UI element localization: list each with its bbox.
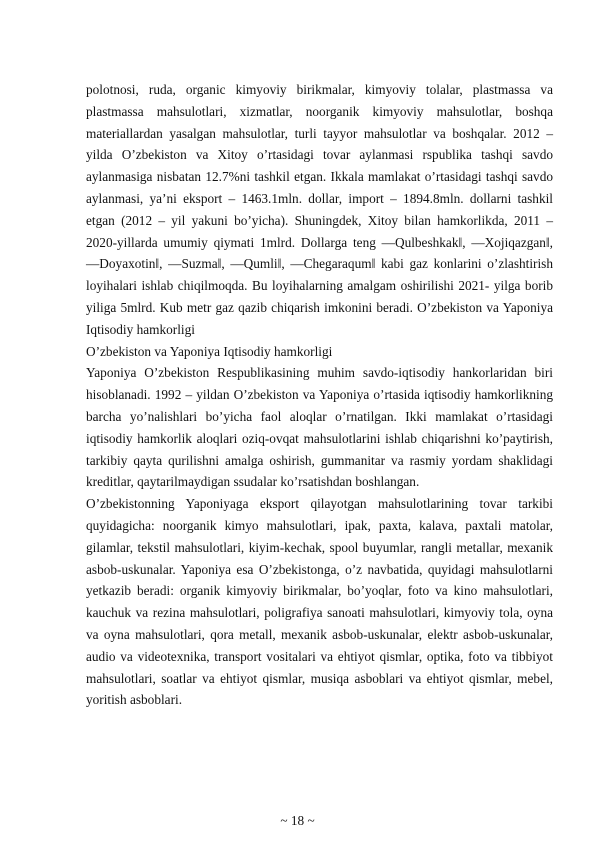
page-number: ~ 18 ~ [280,813,315,828]
section-heading-japan: O’zbekiston va Yaponiya Iqtisodiy hamkorligi [86,343,333,359]
paragraph-japan-partnership: Yaponiya O’zbekiston Respublikasining muhim savdo-iqtisodiy hankorlaridan biri hisoblanadi. 1992 – yildan O’zbekiston va Yaponiya o’rtasida iqtisodiy hamkorlikning barcha yo’nalishlari bo’yicha faol aloqlar o’rnatilgan. Ikki mamlakat o’rtasidagi iqtisodiy hamkorlik aloqlari oziq-ovqat mahsulotlarini ishlab chiqarishni ko’paytirish, tarkibiy qayta qurilishni amalga oshirish, gummanitar va rasmiy yordam shaklidagi kreditlar, qaytarilmaydigan ssudalar ko’rsatishdan boshlangan. [86,365,553,490]
document-page [86,79,553,711]
paragraph-china-trade: polotnosi, ruda, organic kimyoviy birikmalar, kimyoviy tolalar, plastmassa va plastmassa mahsulotlari, xizmatlar, noorganik kimyoviy mahsulotlar, boshqa materiallardan yasalgan mahsulotlar, turli tayyor mahsulotlar va boshqalar. 2012 – yilda O’zbekiston va Xitoy o’rtasidagi tovar aylanmasi rspublika tashqi savdo aylanmasiga nisbatan 12.7%ni tashkil etgan. Ikkala mamlakat o’rtasidagi tashqi savdo aylanmasi, ya’ni eksport – 1463.1mln. dollar, import – 1894.8mln. dollarni tashkil etgan (2012 – yil yakuni bo’yicha). Shuningdek, Xitoy bilan hamkorlikda, 2011 – 2020-yillarda umumiy qiymati 1mlrd. Dollarga teng ―Qulbeshkak‖, ―Xojiqazgan‖, ―Doyaxotin‖, ―Suzma‖, ―Qumli‖, ―Chegaraqum‖ kabi gaz konlarini o’zlashtirish loyihalari ishlab chiqilmoqda. Bu loyihalarning amalgam oshirilishi 2021- yilga borib yiliga 5mlrd. Kub metr gaz qazib chiqarish imkonini beradi. O’zbekiston va Yaponiya Iqtisodiy hamkorligi [86,82,553,337]
paragraph-export-import: O’zbekistonning Yaponiyaga eksport qilayotgan mahsulotlarining tovar tarkibi quyidagicha: noorganik kimyo mahsulotlari, ipak, paxta, kalava, paxtali matolar, gilamlar, tekstil mahsulotlari, kiyim-kechak, spool buyumlar, rangli metallar, mexanik asbob-uskunalar. Yaponiya esa O’zbekistonga, o’z navbatida, quyidagi mahsulotlarni yetkazib beradi: organik kimyoviy birikmalar, bo’yoqlar, foto va kino mahsulotlari, kauchuk va rezina mahsulotlari, poligrafiya sanoati mahsulotlari, kimyoviy tola, oyna va oyna mahsulotlari, qora metall, mexanik asbob-uskunalar, elektr asbob-uskunalar, audio va videotexnika, transport vositalari va ehtiyot qismlar, optika, foto va tibbiyot mahsulotlari, soatlar va ehtiyot qismlar, musiqa asboblari va ehtiyot qismlar, mebel, yoritish asboblari. [86,496,553,708]
